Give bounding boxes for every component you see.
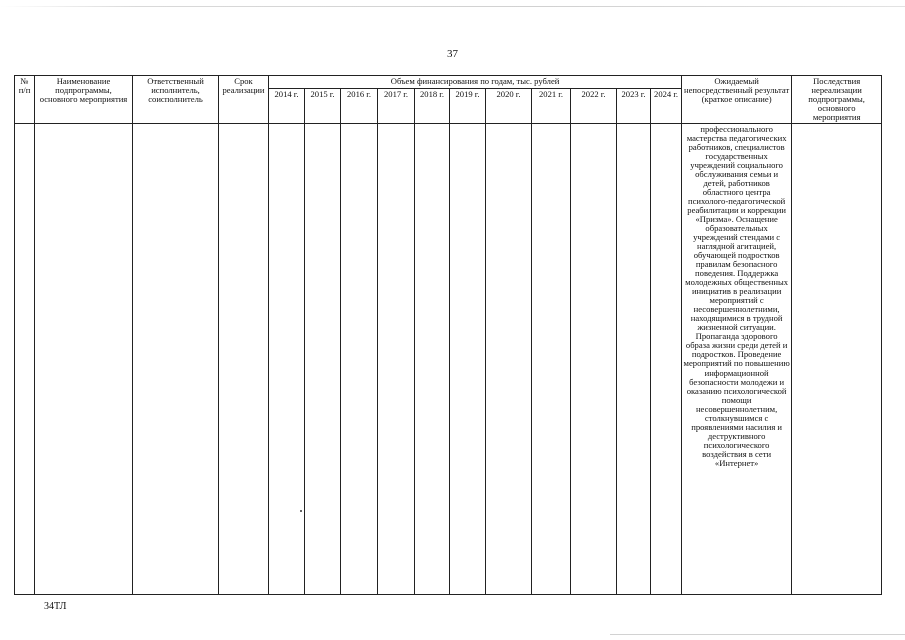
header-financing: Объем финансирования по годам, тыс. рублей (269, 76, 682, 89)
cell-2023 (617, 124, 651, 595)
header-year-2019: 2019 г. (450, 89, 486, 124)
cell-2019 (450, 124, 486, 595)
cell-2017 (378, 124, 415, 595)
cell-2020 (486, 124, 532, 595)
header-year-2014: 2014 г. (269, 89, 305, 124)
header-year-2021: 2021 г. (532, 89, 571, 124)
scan-edge-bottom (610, 634, 905, 635)
cell-2021 (532, 124, 571, 595)
header-number: № п/п (15, 76, 35, 124)
header-year-2020: 2020 г. (486, 89, 532, 124)
header-expected-result: Ожидаемый непосредственный результат (краткое описание) (682, 76, 792, 124)
header-year-2015: 2015 г. (305, 89, 341, 124)
page-number: 37 (447, 48, 458, 60)
table-row (15, 124, 882, 595)
header-year-2018: 2018 г. (415, 89, 450, 124)
header-executor: Ответственный исполнитель, соисполнитель (133, 76, 219, 124)
cell-2018 (415, 124, 450, 595)
header-year-2016: 2016 г. (341, 89, 378, 124)
cell-term (219, 124, 269, 595)
header-year-2024: 2024 г. (651, 89, 682, 124)
cell-executor (133, 124, 219, 595)
cell-2014 (269, 124, 305, 595)
footer-code: 34ТЛ (44, 601, 67, 612)
cell-name (35, 124, 133, 595)
header-term: Срок реализации (219, 76, 269, 124)
header-name: Наименование подпрограммы, основного мероприятия (35, 76, 133, 124)
cell-expected-result: профессионального мастерства педагогических работников, специалистов государственных учреждений социального обслуживания семьи и детей, работников областного центра психолого-педагогической реабилитации и коррекции «Призма». Оснащение образовательных учреждений стендами с наглядной агитацией, обучающей подростков правилам безопасного поведения. Поддержка молодежных общественных инициатив в реализации мероприятий с несовершеннолетними, находящимися в трудной жизненной ситуации. Пропаганда здорового образа жизни среди детей и подростков. Проведение мероприятий по повышению информационной безопасности молодежи и оказанию психологической помощи несовершеннолетним, столкнувшимся с проявлениями насилия и деструктивного психологического воздействия в сети «Интернет» (682, 124, 792, 595)
cell-2015 (305, 124, 341, 595)
cell-number (15, 124, 35, 595)
cell-2024 (651, 124, 682, 595)
scan-speck (300, 510, 302, 512)
header-year-2023: 2023 г. (617, 89, 651, 124)
header-consequences: Последствия нереализации подпрограммы, основного мероприятия (792, 76, 882, 124)
header-year-2022: 2022 г. (571, 89, 617, 124)
header-year-2017: 2017 г. (378, 89, 415, 124)
cell-consequences (792, 124, 882, 595)
financing-table (14, 75, 882, 595)
cell-2016 (341, 124, 378, 595)
scan-edge-top (0, 6, 905, 7)
cell-2022 (571, 124, 617, 595)
